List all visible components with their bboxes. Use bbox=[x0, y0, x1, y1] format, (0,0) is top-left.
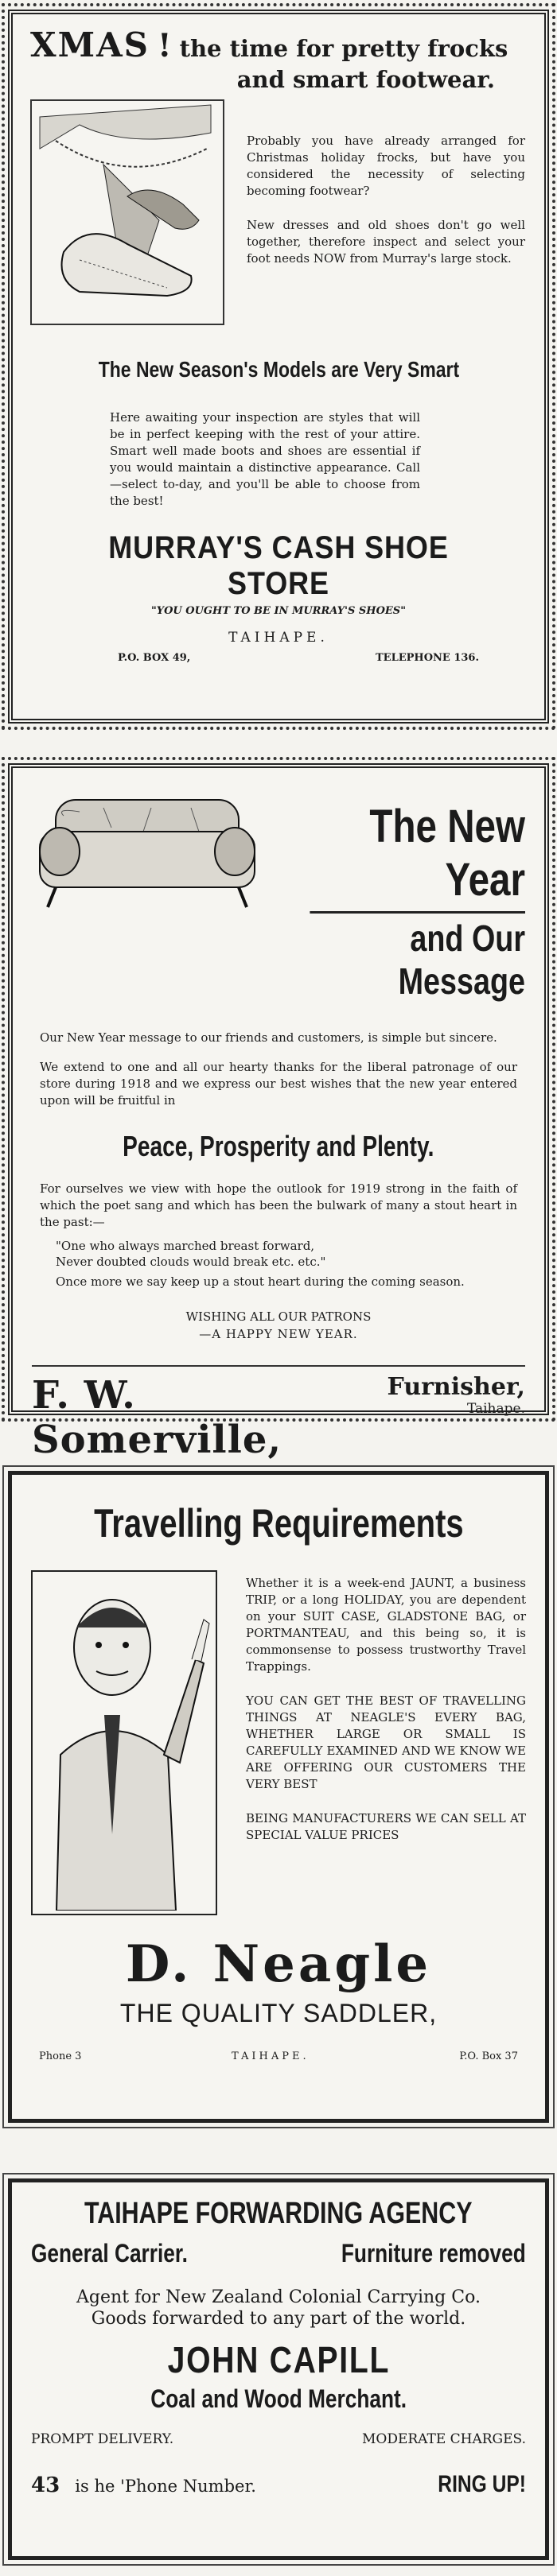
shoe-illustration bbox=[30, 99, 224, 325]
ad4-left: General Carrier. bbox=[31, 2239, 188, 2268]
ad4-trade: Coal and Wood Merchant. bbox=[150, 2384, 407, 2413]
ad3-copy bbox=[246, 1570, 526, 1915]
ad2-quote2: Never doubted clouds would break etc. etc." bbox=[56, 1255, 326, 1269]
ad2-para1: Our New Year message to our friends and customers, is simple but sincere. bbox=[40, 1030, 497, 1045]
ad4-line2: Goods forwarded to any part of the world. bbox=[91, 2309, 466, 2329]
ad4-terms bbox=[31, 2431, 526, 2447]
ad4-right: Furniture removed bbox=[341, 2239, 526, 2268]
ad4-services bbox=[31, 2239, 526, 2268]
ad1-para3: Here awaiting your inspection are styles that will be in perfect keeping with the rest of your attire. Smart well made boots and shoes are essential if you would maintain a distinctive appearance. Call—select to-day, and you'll be able to choose from the best! bbox=[110, 410, 420, 508]
ad3-contact bbox=[39, 2050, 518, 2062]
headline-rest: the time for pretty frocks bbox=[179, 35, 508, 62]
ad1-subhead-wrap bbox=[30, 357, 527, 382]
ad2-highlight-wrap bbox=[32, 1130, 525, 1163]
store-slogan: "YOU OUGHT TO BE IN MURRAY'S SHOES" bbox=[151, 605, 406, 617]
ad3-para2: YOU CAN GET THE BEST OF TRAVELLING THINGS AT NEAGLE'S EVERY BAG, WHETHER LARGE OR SMALL IS CAREFULLY EXAMINED AND WE KNOW WE ARE OFFERING OUR CUSTOMERS THE VERY BEST bbox=[246, 1693, 526, 1791]
capill-ad bbox=[8, 2178, 549, 2560]
ad4-phone-row bbox=[31, 2471, 526, 2498]
ad2-name: F. W. Somerville, bbox=[32, 1373, 282, 1462]
store-phone: TELEPHONE 136. bbox=[376, 652, 479, 664]
ad4-title: TAIHAPE FORWARDING AGENCY bbox=[84, 2197, 473, 2230]
ad2-trade: Furnisher, bbox=[387, 1373, 525, 1401]
ad2-trade-block bbox=[388, 1373, 525, 1417]
ad2-title1: The New Year bbox=[369, 801, 525, 906]
ad2-para3: For ourselves we view with hope the outlook for 1919 strong in the faith of which the poet sang and which has been the bulwark of many a stout heart in the past:— bbox=[40, 1181, 517, 1229]
ad2-wish1: WISHING ALL OUR PATRONS bbox=[185, 1309, 372, 1324]
headline-line2: and smart footwear. bbox=[236, 66, 495, 93]
headline-xmas: XMAS bbox=[30, 25, 150, 64]
ad4-moderate: MODERATE CHARGES. bbox=[361, 2431, 526, 2447]
ad4-trade-wrap bbox=[31, 2384, 526, 2414]
ad4-prompt: PROMPT DELIVERY. bbox=[31, 2431, 174, 2447]
ad4-phone-group bbox=[31, 2473, 256, 2497]
ad2-top bbox=[32, 784, 525, 1003]
ad2-footer bbox=[32, 1365, 525, 1462]
ad4-phone-text: is he 'Phone Number. bbox=[75, 2477, 256, 2496]
ad1-subhead: The New Season's Models are Very Smart bbox=[98, 357, 459, 382]
ad4-name: JOHN CAPILL bbox=[167, 2339, 390, 2380]
store-contact bbox=[118, 652, 479, 664]
neagle-ad bbox=[8, 1471, 549, 2123]
store-name-wrap bbox=[30, 530, 527, 602]
ad2-title-block bbox=[263, 784, 525, 1003]
ad2-para2: We extend to one and all our hearty thanks for the liberal patronage of our store during 1918 and we express our best wishes that the new year entered upon will be fruitful in bbox=[40, 1060, 517, 1108]
ad1-headline bbox=[30, 25, 527, 64]
headline-exclaim: ! bbox=[158, 27, 172, 64]
ad4-phone-num: 43 bbox=[31, 2473, 60, 2497]
ad2-para4: Once more we say keep up a stout heart during the coming season. bbox=[56, 1274, 465, 1289]
ad2-highlight: Peace, Prosperity and Plenty. bbox=[123, 1130, 434, 1162]
ad4-line1: Agent for New Zealand Colonial Carrying Co. bbox=[76, 2287, 481, 2307]
store-town: TAIHAPE. bbox=[228, 630, 329, 646]
ad4-title-wrap bbox=[31, 2197, 526, 2231]
store-pobox: P.O. BOX 49, bbox=[118, 652, 191, 664]
ad1-intro bbox=[247, 107, 525, 325]
store-name: MURRAY'S CASH SHOE STORE bbox=[108, 530, 449, 601]
somerville-ad bbox=[8, 763, 549, 1462]
ad2-town: Taihape. bbox=[466, 1401, 525, 1417]
ad2-quote1: "One who always marched breast forward, bbox=[56, 1239, 315, 1253]
sofa-illustration bbox=[32, 784, 263, 919]
ad3-town: TAIHAPE. bbox=[232, 2050, 310, 2062]
ad3-name: D. Neagle bbox=[125, 1934, 432, 1994]
ad3-pobox: P.O. Box 37 bbox=[459, 2050, 518, 2062]
ad4-name-wrap bbox=[31, 2338, 526, 2381]
ad2-wish2: —A HAPPY NEW YEAR. bbox=[199, 1327, 358, 1341]
ad3-title-wrap bbox=[31, 1500, 526, 1546]
ad3-tagline: THE QUALITY SADDLER, bbox=[119, 1999, 438, 2027]
ad3-para1: Whether it is a week-end JAUNT, a business TRIP, or a long HOLIDAY, you are dependent on your SUIT CASE, GLADSTONE BAG, or PORTMANTEAU, and this being so, it is commonsense to possess trustworthy Travel Trappings. bbox=[246, 1576, 526, 1674]
ad3-name-wrap bbox=[31, 1934, 526, 1994]
man-illustration bbox=[31, 1570, 217, 1915]
ad4-ring: RING UP! bbox=[438, 2471, 526, 2497]
ad3-title: Travelling Requirements bbox=[93, 1501, 464, 1546]
ad1-para1: Probably you have already arranged for Christmas holiday frocks, but have you considered the necessity of selecting becoming footwear? bbox=[247, 134, 525, 198]
murrays-ad bbox=[8, 10, 549, 724]
ad3-middle bbox=[31, 1570, 526, 1915]
ad3-phone: Phone 3 bbox=[39, 2050, 82, 2062]
ad2-title2: and Our Message bbox=[310, 911, 525, 1003]
ad1-para2: New dresses and old shoes don't go well together, therefore inspect and select your foot needs NOW from Murray's large stock. bbox=[247, 218, 525, 266]
ad1-top-row bbox=[30, 107, 527, 325]
ad3-para3: BEING MANUFACTURERS WE CAN SELL AT SPECIAL VALUE PRICES bbox=[246, 1811, 526, 1842]
